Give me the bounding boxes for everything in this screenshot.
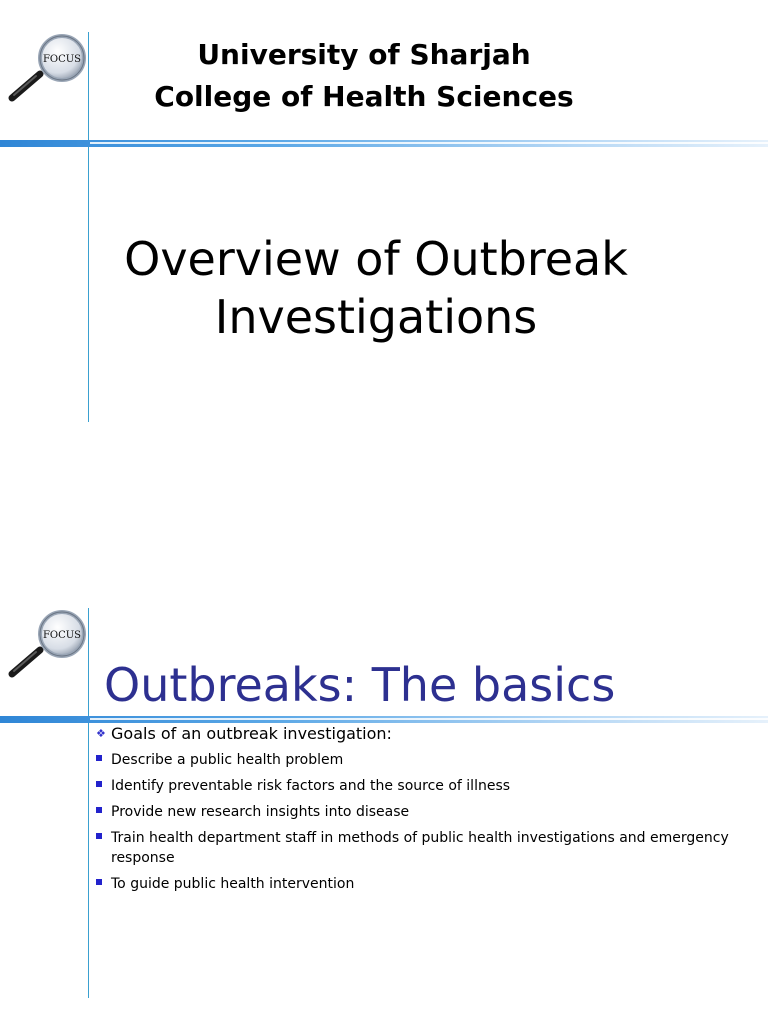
logo-text: FOCUS (42, 630, 82, 641)
title-line-1: Overview of Outbreak (124, 232, 628, 286)
vertical-divider (88, 608, 89, 998)
square-bullet-icon (96, 874, 111, 892)
diamond-bullet-icon: ❖ (96, 727, 106, 740)
square-bullet-icon (96, 828, 111, 846)
slide-heading: Outbreaks: The basics (104, 658, 616, 712)
presentation-title (0, 230, 752, 346)
bullet-text: Goals of an outbreak investigation: (111, 724, 392, 743)
list-item (96, 750, 756, 770)
logo-text: FOCUS (42, 54, 82, 65)
magnifying-glass-icon (6, 610, 90, 682)
college-name: College of Health Sciences (154, 80, 574, 113)
focus-logo (6, 610, 90, 682)
list-item (96, 874, 756, 894)
title-line-2: Investigations (214, 290, 538, 344)
bullet-text: To guide public health intervention (111, 876, 355, 892)
bullet-text: Provide new research insights into disease (111, 804, 410, 820)
bullet-text: Train health department staff in methods of public health investigations and emergency response (111, 830, 729, 866)
header-bar (0, 140, 768, 147)
bullet-list (96, 724, 756, 900)
list-item (96, 828, 756, 868)
square-bullet-icon (96, 776, 111, 794)
list-item (96, 802, 756, 822)
list-item (96, 776, 756, 796)
bullet-text: Describe a public health problem (111, 752, 344, 768)
slide-basics (0, 596, 768, 1024)
university-name: University of Sharjah (197, 38, 531, 71)
slide-title (0, 0, 768, 440)
bullet-text: Identify preventable risk factors and the source of illness (111, 778, 511, 794)
square-bullet-icon (96, 802, 111, 820)
header-bar (0, 716, 768, 723)
square-bullet-icon (96, 750, 111, 768)
list-item-main (96, 724, 756, 744)
